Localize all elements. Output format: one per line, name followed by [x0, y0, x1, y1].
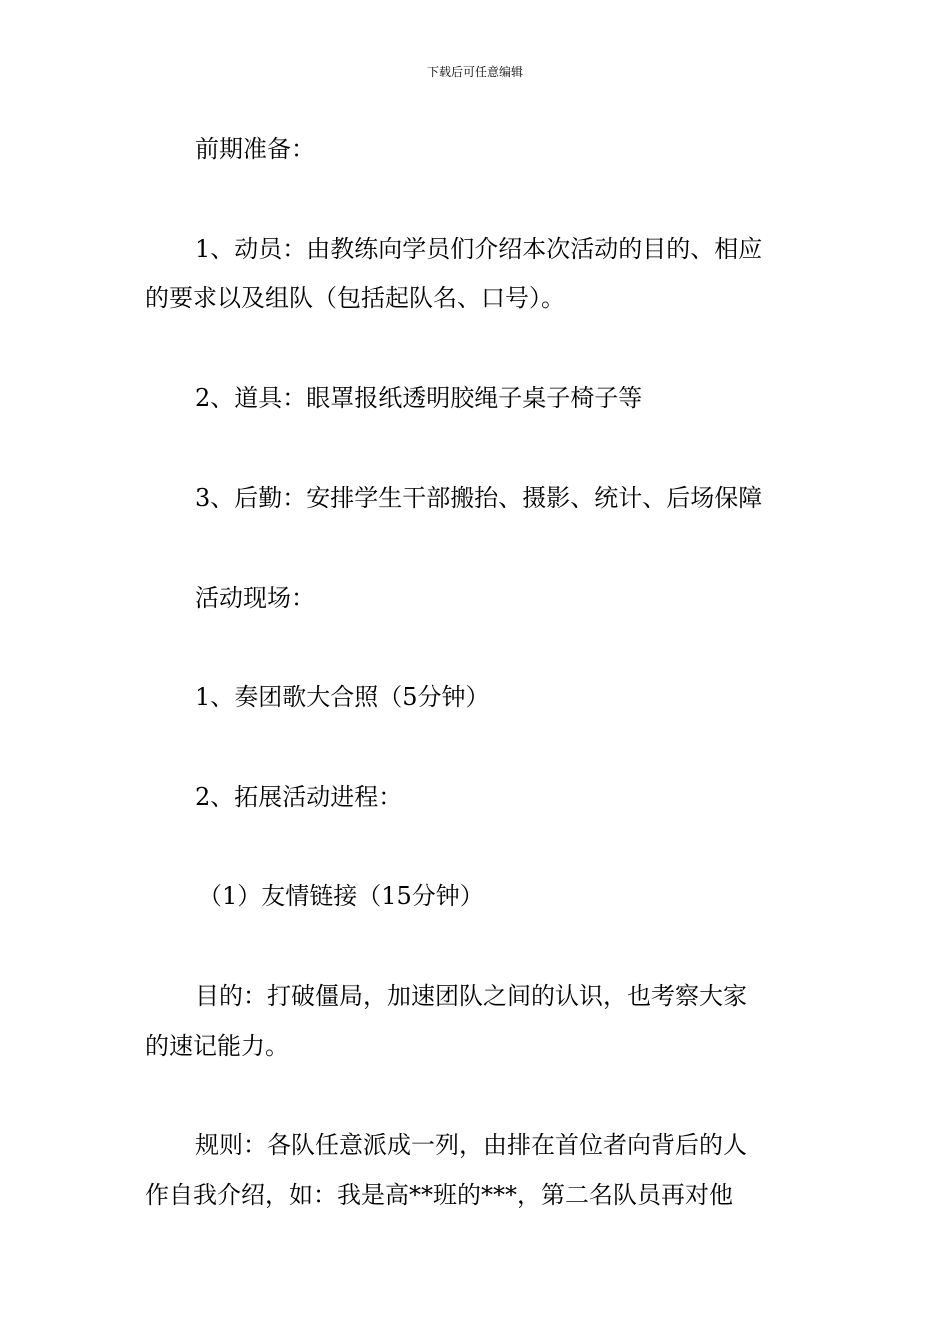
section-heading-onsite: 活动现场： [195, 584, 315, 612]
paragraph-friendship-link: （1）友情链接（15分钟） [198, 882, 484, 910]
paragraph-props: 2、道具：眼罩报纸透明胶绳子桌子椅子等 [195, 384, 643, 412]
paragraph-group-photo: 1、奏团歌大合照（5分钟） [195, 683, 490, 711]
page-header-note: 下载后可任意编辑 [426, 65, 523, 79]
paragraph-rules-line-2: 作自我介绍，如：我是高**班的***，第二名队员再对他 [145, 1181, 733, 1209]
paragraph-mobilization-line-1: 1、动员：由教练向学员们介绍本次活动的目的、相应 [195, 235, 763, 263]
paragraph-activity-process: 2、拓展活动进程： [195, 783, 403, 811]
paragraph-purpose-line-2: 的速记能力。 [145, 1032, 289, 1060]
section-heading-preparation: 前期准备： [195, 135, 315, 163]
paragraph-purpose-line-1: 目的：打破僵局，加速团队之间的认识，也考察大家 [195, 982, 747, 1010]
paragraph-rules-line-1: 规则：各队任意派成一列，由排在首位者向背后的人 [195, 1131, 747, 1159]
paragraph-mobilization-line-2: 的要求以及组队（包括起队名、口号）。 [145, 284, 565, 312]
paragraph-logistics: 3、后勤：安排学生干部搬抬、摄影、统计、后场保障 [195, 484, 763, 512]
